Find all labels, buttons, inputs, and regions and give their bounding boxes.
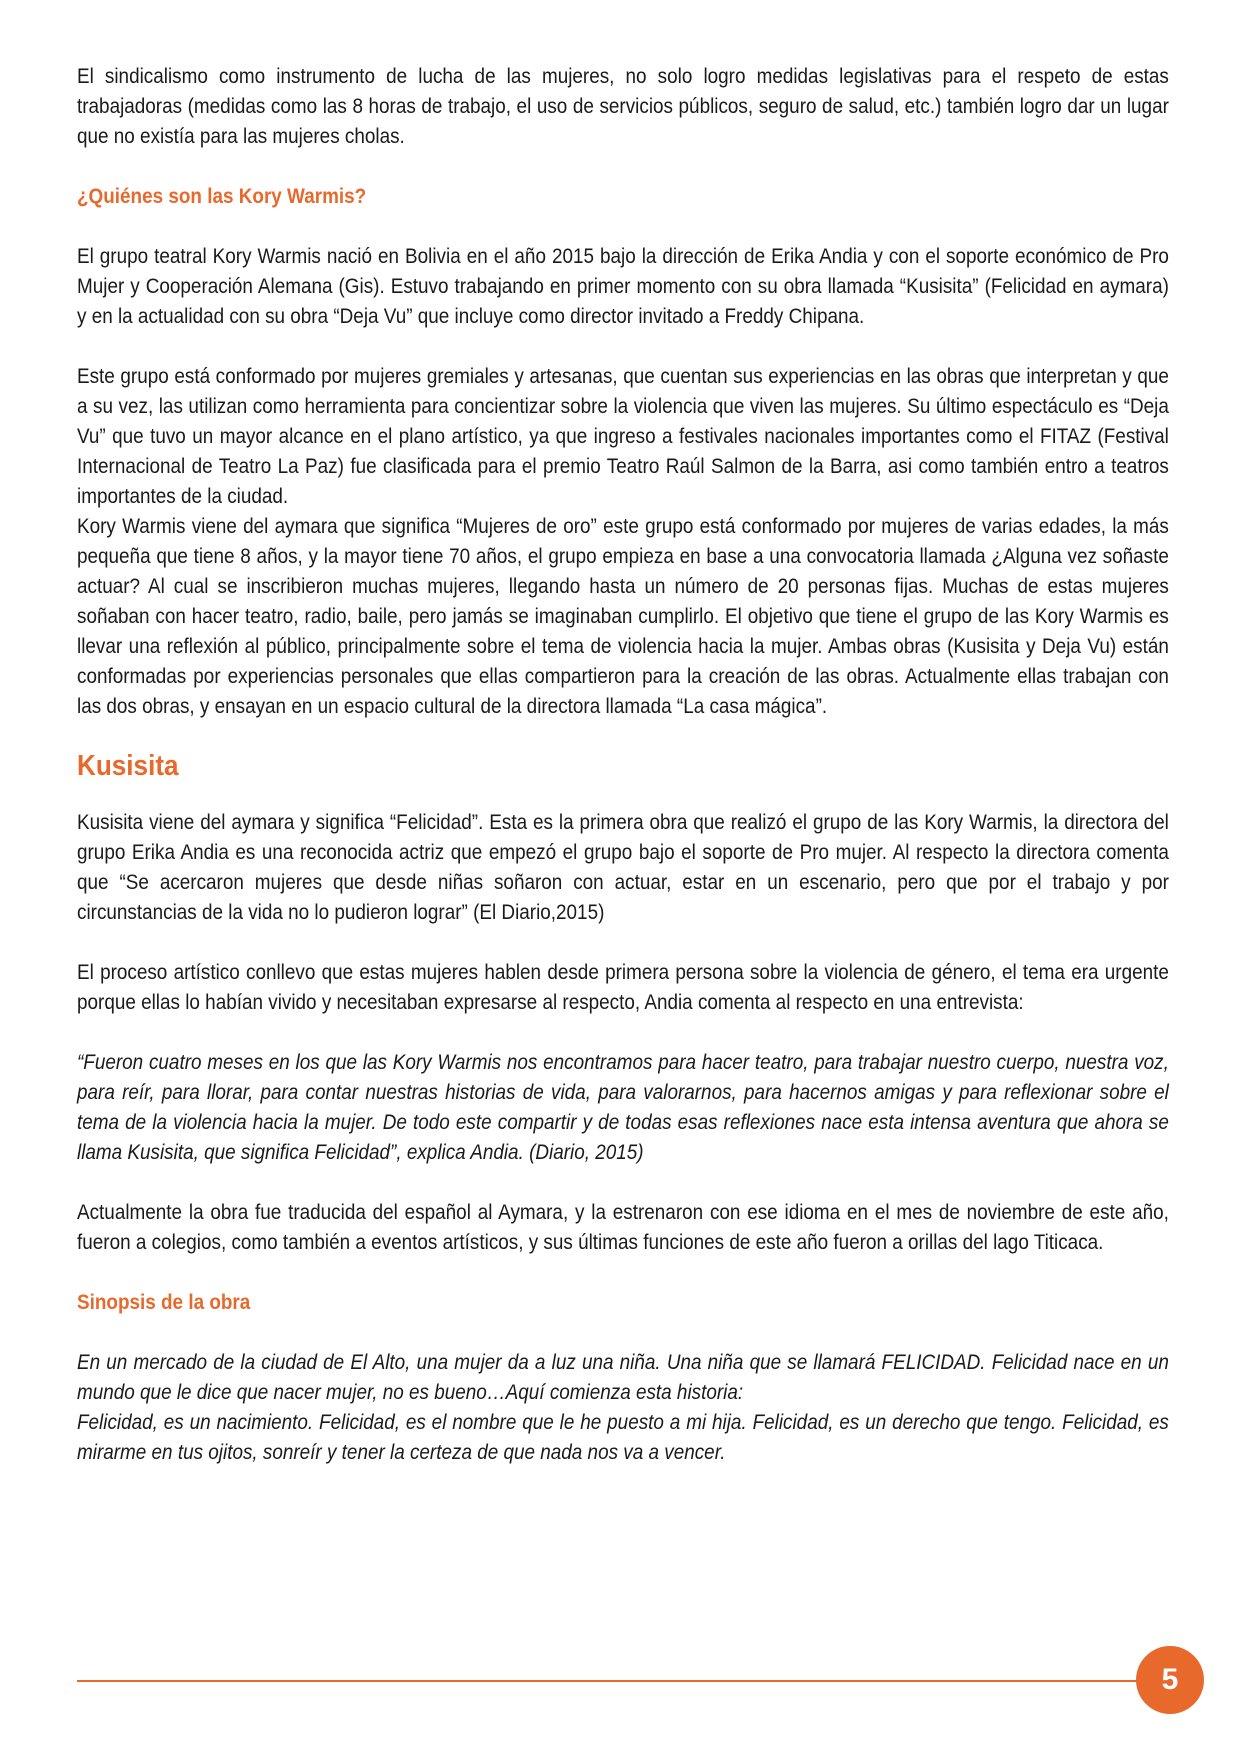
paragraph-mujeres-de-oro: Kory Warmis viene del aymara que significa “Mujeres de oro” este grupo está conformado por mujeres de varias edades, la más pequeña que tiene 8 años, y la mayor tiene 70 años, el grupo empieza en base a una convocatoria llamada ¿Alguna vez soñaste actuar? Al cual se inscribieron muchas mujeres, llegando hasta un número de 20 personas fijas. Muchas de estas mujeres soñaban con hacer teatro, radio, baile, pero jamás se imaginaban cumplirlo. El objetivo que tiene el grupo de las Kory Warmis es llevar una reflexión al público, principalmente sobre el tema de violencia hacia la mujer. Ambas obras (Kusisita y Deja Vu) están conformadas por experiencias personales que ellas compartieron para la creación de las obras. Actualmente ellas trabajan con las dos obras, y ensayan en un espacio cultural de la directora llamada “La casa mágica”. (77, 515, 1169, 718)
quote-andia: “Fueron cuatro meses en los que las Kory Warmis nos encontramos para hacer teatro, para trabajar nuestro cuerpo, nuestra voz, para reír, para llorar, para contar nuestras historias de vida, para valorarnos, para hacernos amigas y para reflexionar sobre el tema de la violencia hacia la mujer. De todo este compartir y de todas esas reflexiones nace esta intensa aventura que ahora se llama Kusisita, que significa Felicidad”, explica Andia. (Diario, 2015) (77, 1051, 1169, 1164)
heading-sinopsis: Sinopsis de la obra (77, 1291, 251, 1314)
paragraph-grupo-teatral: El grupo teatral Kory Warmis nació en Bolivia en el año 2015 bajo la dirección de Erika Andia y con el soporte económico de Pro Mujer y Cooperación Alemana (Gis). Estuvo trabajando en primer momento con su obra llamada “Kusisita” (Felicidad en aymara) y en la actualidad con su obra “Deja Vu” que incluye como director invitado a Freddy Chipana. (77, 245, 1169, 328)
paragraph-traducida: Actualmente la obra fue traducida del español al Aymara, y la estrenaron con ese idioma en el mes de noviembre de este año, fueron a colegios, como también a eventos artísticos, y sus últimas funciones de este año fueron a orillas del lago Titicaca. (77, 1201, 1169, 1254)
synopsis-paragraph-2: Felicidad, es un nacimiento. Felicidad, es el nombre que le he puesto a mi hija. Felicidad, es un derecho que tengo. Felicidad, es mirarme en tus ojitos, sonreír y tener la certeza de que nada nos va a vencer. (77, 1411, 1169, 1464)
paragraph-proceso-artistico: El proceso artístico conllevo que estas mujeres hablen desde primera persona sobre la violencia de género, el tema era urgente porque ellas lo habían vivido y necesitaban expresarse al respecto, Andia comenta al respecto en una entrevista: (77, 961, 1169, 1014)
paragraph-conformado: Este grupo está conformado por mujeres gremiales y artesanas, que cuentan sus experiencias en las obras que interpretan y que a su vez, las utilizan como herramienta para concientizar sobre la violencia que viven las mujeres. Su último espectáculo es “Deja Vu” que tuvo un mayor alcance en el plano artístico, ya que ingreso a festivales nacionales importantes como el FITAZ (Festival Internacional de Teatro La Paz) fue clasificada para el premio Teatro Raúl Salmon de la Barra, asi como también entro a teatros importantes de la ciudad. (77, 365, 1169, 508)
paragraph-kusisita-intro: Kusisita viene del aymara y significa “Felicidad”. Esta es la primera obra que realizó el grupo de las Kory Warmis, la directora del grupo Erika Andia es una reconocida actriz que empezó el grupo bajo el soporte de Pro mujer. Al respecto la directora comenta que “Se acercaron mujeres que desde niñas soñaron con actuar, estar en un escenario, pero que por el trabajo y por circunstancias de la vida no lo pudieron lograr” (El Diario,2015) (77, 811, 1169, 924)
footer-divider (77, 1680, 1143, 1682)
heading-kory-warmis: ¿Quiénes son las Kory Warmis? (77, 185, 367, 208)
page-number-badge (1136, 1646, 1204, 1714)
heading-kusisita: Kusisita (77, 750, 179, 782)
page-number: 5 (1161, 1663, 1179, 1696)
page-content (77, 62, 1169, 1468)
synopsis-paragraph-1: En un mercado de la ciudad de El Alto, una mujer da a luz una niña. Una niña que se llamará FELICIDAD. Felicidad nace en un mundo que le dice que nacer mujer, no es bueno…Aquí comienza esta historia: (77, 1351, 1169, 1404)
paragraph-sindicalismo: El sindicalismo como instrumento de lucha de las mujeres, no solo logro medidas legislativas para el respeto de estas trabajadoras (medidas como las 8 horas de trabajo, el uso de servicios públicos, seguro de salud, etc.) también logro dar un lugar que no existía para las mujeres cholas. (77, 65, 1169, 148)
